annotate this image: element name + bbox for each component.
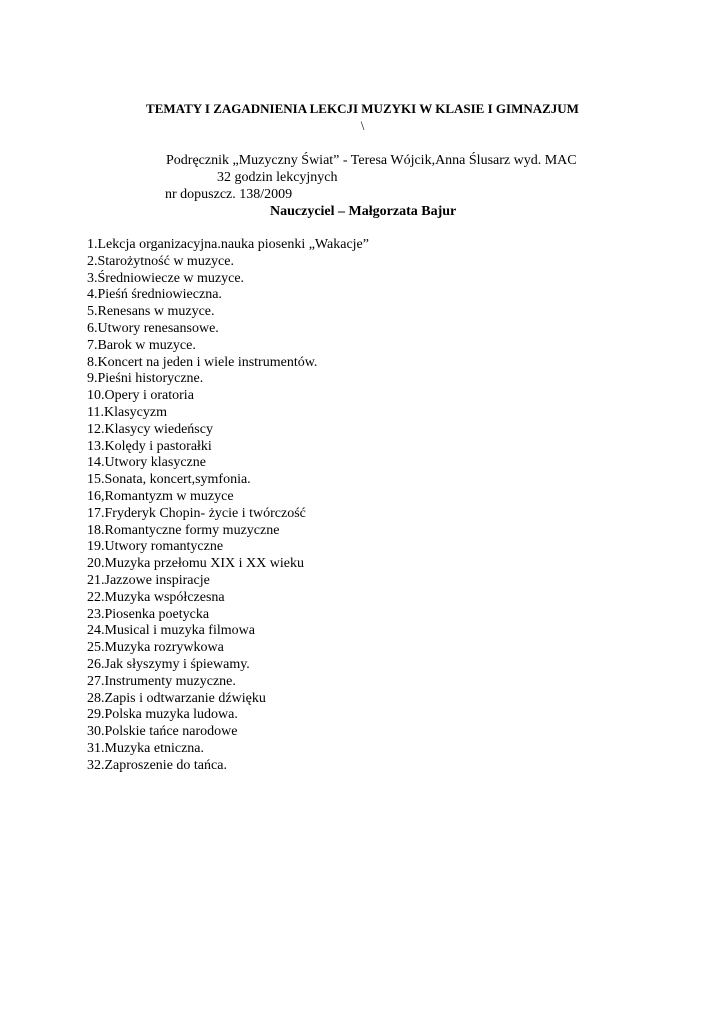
topic-item: 18.Romantyczne formy muzyczne [87, 522, 280, 538]
topic-item: 32.Zaproszenie do tańca. [87, 757, 227, 773]
approval-number-line: nr dopuszcz. 138/2009 [165, 187, 293, 202]
topic-item: 3.Średniowiecze w muzyce. [87, 270, 245, 286]
topic-item: 6.Utwory renesansowe. [87, 320, 219, 336]
teacher-line: Nauczyciel – Małgorzata Bajur [270, 204, 457, 219]
topic-item: 29.Polska muzyka ludowa. [87, 707, 238, 723]
topic-item: 9.Pieśni historyczne. [87, 371, 204, 387]
topic-item: 7.Barok w muzyce. [87, 337, 196, 353]
hours-line: 32 godzin lekcyjnych [217, 170, 338, 185]
topic-item: 21.Jazzowe inspiracje [87, 572, 210, 588]
topic-item: 2.Starożytność w muzyce. [87, 253, 234, 269]
topic-item: 17.Fryderyk Chopin- życie i twórczość [87, 505, 306, 521]
topic-item: 5.Renesans w muzyce. [87, 304, 215, 320]
topic-item: 26.Jak słyszymy i śpiewamy. [87, 656, 250, 672]
topic-item: 11.Klasycyzm [87, 404, 167, 420]
topic-item: 25.Muzyka rozrywkowa [87, 640, 224, 656]
topic-item: 12.Klasycy wiedeńscy [87, 421, 213, 437]
topic-item: 1.Lekcja organizacyjna.nauka piosenki „Wakacje” [87, 237, 369, 252]
topic-item: 24.Musical i muzyka filmowa [87, 623, 255, 639]
topic-item: 14.Utwory klasyczne [87, 455, 206, 471]
topic-item: 13.Kolędy i pastorałki [87, 438, 212, 454]
topic-item: 22.Muzyka współczesna [87, 589, 225, 605]
topic-item: 16,Romantyzm w muzyce [87, 488, 234, 504]
topic-item: 30.Polskie tańce narodowe [87, 724, 238, 740]
topic-item: 27.Instrumenty muzyczne. [87, 673, 236, 689]
topic-item: 31.Muzyka etniczna. [87, 740, 205, 756]
topic-item: 8.Koncert na jeden i wiele instrumentów. [87, 354, 318, 370]
topic-list [87, 237, 369, 775]
backslash-mark: \ [360, 118, 365, 133]
topic-item: 10.Opery i oratoria [87, 388, 194, 404]
document-title: TEMATY I ZAGADNIENIA LEKCJI MUZYKI W KLASIE I GIMNAZJUM [146, 101, 579, 116]
topic-item: 19.Utwory romantyczne [87, 539, 224, 555]
topic-item: 28.Zapis i odtwarzanie dźwięku [87, 690, 266, 706]
topic-item: 23.Piosenka poetycka [87, 606, 210, 622]
topic-item: 20.Muzyka przełomu XIX i XX wieku [87, 556, 304, 572]
textbook-line: Podręcznik „Muzyczny Świat” - Teresa Wójcik,Anna Ślusarz wyd. MAC [166, 153, 577, 168]
topic-item: 15.Sonata, koncert,symfonia. [87, 472, 251, 488]
topic-item: 4.Pieśń średniowieczna. [87, 287, 222, 303]
